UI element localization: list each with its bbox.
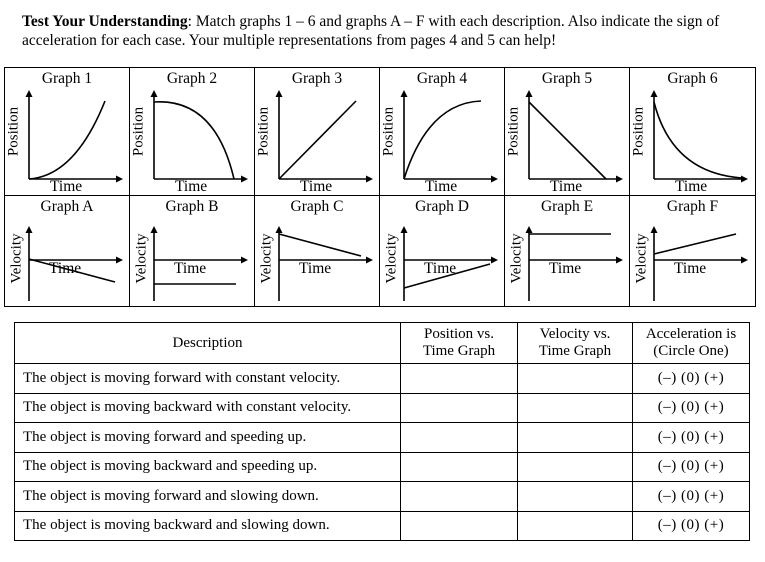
graph-title: Graph 1: [41, 70, 93, 87]
y-axis-arrow: [26, 90, 33, 97]
header-velocity: [518, 323, 633, 364]
x-axis-arrow: [616, 257, 623, 264]
x-axis-label: Time: [174, 260, 207, 277]
x-axis-label: Time: [50, 178, 83, 195]
acceleration-options[interactable]: (–) (0) (+): [633, 511, 750, 541]
instructions-heading: Test Your Understanding: [22, 13, 188, 30]
table-row: [15, 423, 750, 453]
y-axis-label: Position: [505, 106, 522, 157]
graph-title: Graph D: [415, 198, 469, 215]
position-curve: [654, 102, 742, 178]
x-axis-arrow: [366, 257, 373, 264]
y-axis-arrow: [526, 90, 533, 97]
velocity-answer-cell[interactable]: [518, 423, 633, 453]
velocity-graph-2: [130, 196, 255, 306]
position-answer-cell[interactable]: [401, 364, 518, 394]
velocity-graph-3: [255, 196, 380, 306]
x-axis-label: Time: [425, 178, 458, 195]
y-axis-arrow: [26, 226, 33, 233]
x-axis-label: Time: [675, 178, 708, 195]
x-axis-label: Time: [300, 178, 333, 195]
y-axis-label: Velocity: [633, 233, 650, 284]
graph-title: Graph B: [165, 198, 219, 215]
velocity-answer-cell[interactable]: [518, 482, 633, 512]
x-axis-arrow: [116, 176, 123, 183]
position-curve: [154, 102, 234, 179]
y-axis-arrow: [401, 90, 408, 97]
table-row: [15, 482, 750, 512]
table-row: [15, 393, 750, 423]
y-axis-label: Position: [380, 106, 397, 157]
acceleration-options[interactable]: (–) (0) (+): [633, 482, 750, 512]
graph-plot: [255, 68, 380, 196]
velocity-graph-5: [505, 196, 630, 306]
y-axis-arrow: [651, 226, 658, 233]
header-position: [401, 323, 518, 364]
graph-title: Graph 2: [166, 70, 218, 87]
x-axis-arrow: [116, 257, 123, 264]
y-axis-arrow: [276, 226, 283, 233]
instructions: [22, 12, 752, 50]
position-curve: [279, 101, 356, 179]
row-description: The object is moving forward and speeding up.: [15, 423, 401, 453]
x-axis-arrow: [741, 257, 748, 264]
header-description: Description: [15, 323, 401, 364]
position-answer-cell[interactable]: [401, 482, 518, 512]
position-curve: [404, 101, 481, 179]
acceleration-options[interactable]: (–) (0) (+): [633, 423, 750, 453]
graph-title: Graph 4: [416, 70, 468, 87]
position-answer-cell[interactable]: [401, 511, 518, 541]
table-row: [15, 511, 750, 541]
graph-plot: [5, 68, 130, 196]
velocity-graph-6: [630, 196, 755, 306]
x-axis-label: Time: [424, 260, 457, 277]
position-answer-cell[interactable]: [401, 452, 518, 482]
velocity-answer-cell[interactable]: [518, 511, 633, 541]
header-acceleration-line1: Acceleration is: [645, 326, 737, 342]
header-position-line1: Position vs.: [423, 326, 495, 342]
row-description: The object is moving backward and slowing down.: [15, 511, 401, 541]
position-answer-cell[interactable]: [401, 393, 518, 423]
x-axis-arrow: [491, 257, 498, 264]
graph-title: Graph 3: [291, 70, 343, 87]
graph-title: Graph F: [666, 198, 719, 215]
x-axis-arrow: [241, 176, 248, 183]
x-axis-label: Time: [674, 260, 707, 277]
graph-title: Graph C: [290, 198, 344, 215]
acceleration-options[interactable]: (–) (0) (+): [633, 364, 750, 394]
velocity-answer-cell[interactable]: [518, 452, 633, 482]
x-axis-arrow: [741, 176, 748, 183]
y-axis-label: Velocity: [258, 233, 275, 284]
x-axis-label: Time: [49, 260, 82, 277]
y-axis-label: Position: [5, 106, 22, 157]
position-answer-cell[interactable]: [401, 423, 518, 453]
graph-plot: [505, 68, 630, 196]
graph-title: Graph 6: [667, 70, 718, 87]
position-graph-5: [505, 68, 630, 196]
velocity-answer-cell[interactable]: [518, 393, 633, 423]
table-row: [15, 452, 750, 482]
graph-plot: [630, 68, 755, 196]
x-axis-label: Time: [175, 178, 208, 195]
graph-plot: [380, 68, 505, 196]
y-axis-arrow: [151, 90, 158, 97]
y-axis-arrow: [151, 226, 158, 233]
acceleration-options[interactable]: (–) (0) (+): [633, 452, 750, 482]
position-graph-4: [380, 68, 505, 196]
position-graph-3: [255, 68, 380, 196]
x-axis-arrow: [366, 176, 373, 183]
y-axis-label: Position: [255, 106, 272, 157]
x-axis-arrow: [616, 176, 623, 183]
x-axis-label: Time: [550, 178, 583, 195]
position-curve: [29, 101, 105, 179]
y-axis-label: Velocity: [508, 233, 525, 284]
y-axis-arrow: [651, 90, 658, 97]
graph-grid: [4, 67, 756, 307]
position-curve: [529, 102, 606, 179]
velocity-graph-1: [5, 196, 130, 306]
y-axis-arrow: [526, 226, 533, 233]
y-axis-label: Position: [130, 106, 147, 157]
graph-title: Graph E: [540, 198, 594, 215]
x-axis-arrow: [241, 257, 248, 264]
y-axis-label: Position: [630, 106, 647, 157]
x-axis-arrow: [491, 176, 498, 183]
description-table: [14, 322, 750, 541]
x-axis-label: Time: [299, 260, 332, 277]
row-description: The object is moving backward with constant velocity.: [15, 393, 401, 423]
header-acceleration: [633, 323, 750, 364]
row-description: The object is moving forward with constant velocity.: [15, 364, 401, 394]
position-graph-6: [630, 68, 755, 196]
x-axis-label: Time: [549, 260, 582, 277]
acceleration-options[interactable]: (–) (0) (+): [633, 393, 750, 423]
row-description: The object is moving forward and slowing down.: [15, 482, 401, 512]
graph-plot: [130, 68, 255, 196]
y-axis-label: Velocity: [383, 233, 400, 284]
header-velocity-line1: Velocity vs.: [539, 326, 611, 342]
velocity-line: [654, 234, 736, 254]
y-axis-label: Velocity: [133, 233, 150, 284]
table-header-row: [15, 323, 750, 364]
graph-title: Graph A: [40, 198, 94, 215]
table-row: [15, 364, 750, 394]
position-graph-1: [5, 68, 130, 196]
velocity-graph-4: [380, 196, 505, 306]
y-axis-arrow: [401, 226, 408, 233]
instructions-text: : Match graphs 1 – 6 and graphs A – F with each description. Also indicate the sign of acceleration for each case. Your multiple representations from pages 4 and 5 can help!: [22, 13, 720, 49]
y-axis-arrow: [276, 90, 283, 97]
header-acceleration-line2: (Circle One): [653, 343, 729, 359]
velocity-line: [279, 234, 361, 256]
velocity-answer-cell[interactable]: [518, 364, 633, 394]
y-axis-label: Velocity: [8, 233, 25, 284]
header-velocity-line2: Time Graph: [538, 343, 612, 359]
row-description: The object is moving backward and speeding up.: [15, 452, 401, 482]
header-position-line2: Time Graph: [422, 343, 496, 359]
graph-title: Graph 5: [541, 70, 593, 87]
position-graph-2: [130, 68, 255, 196]
